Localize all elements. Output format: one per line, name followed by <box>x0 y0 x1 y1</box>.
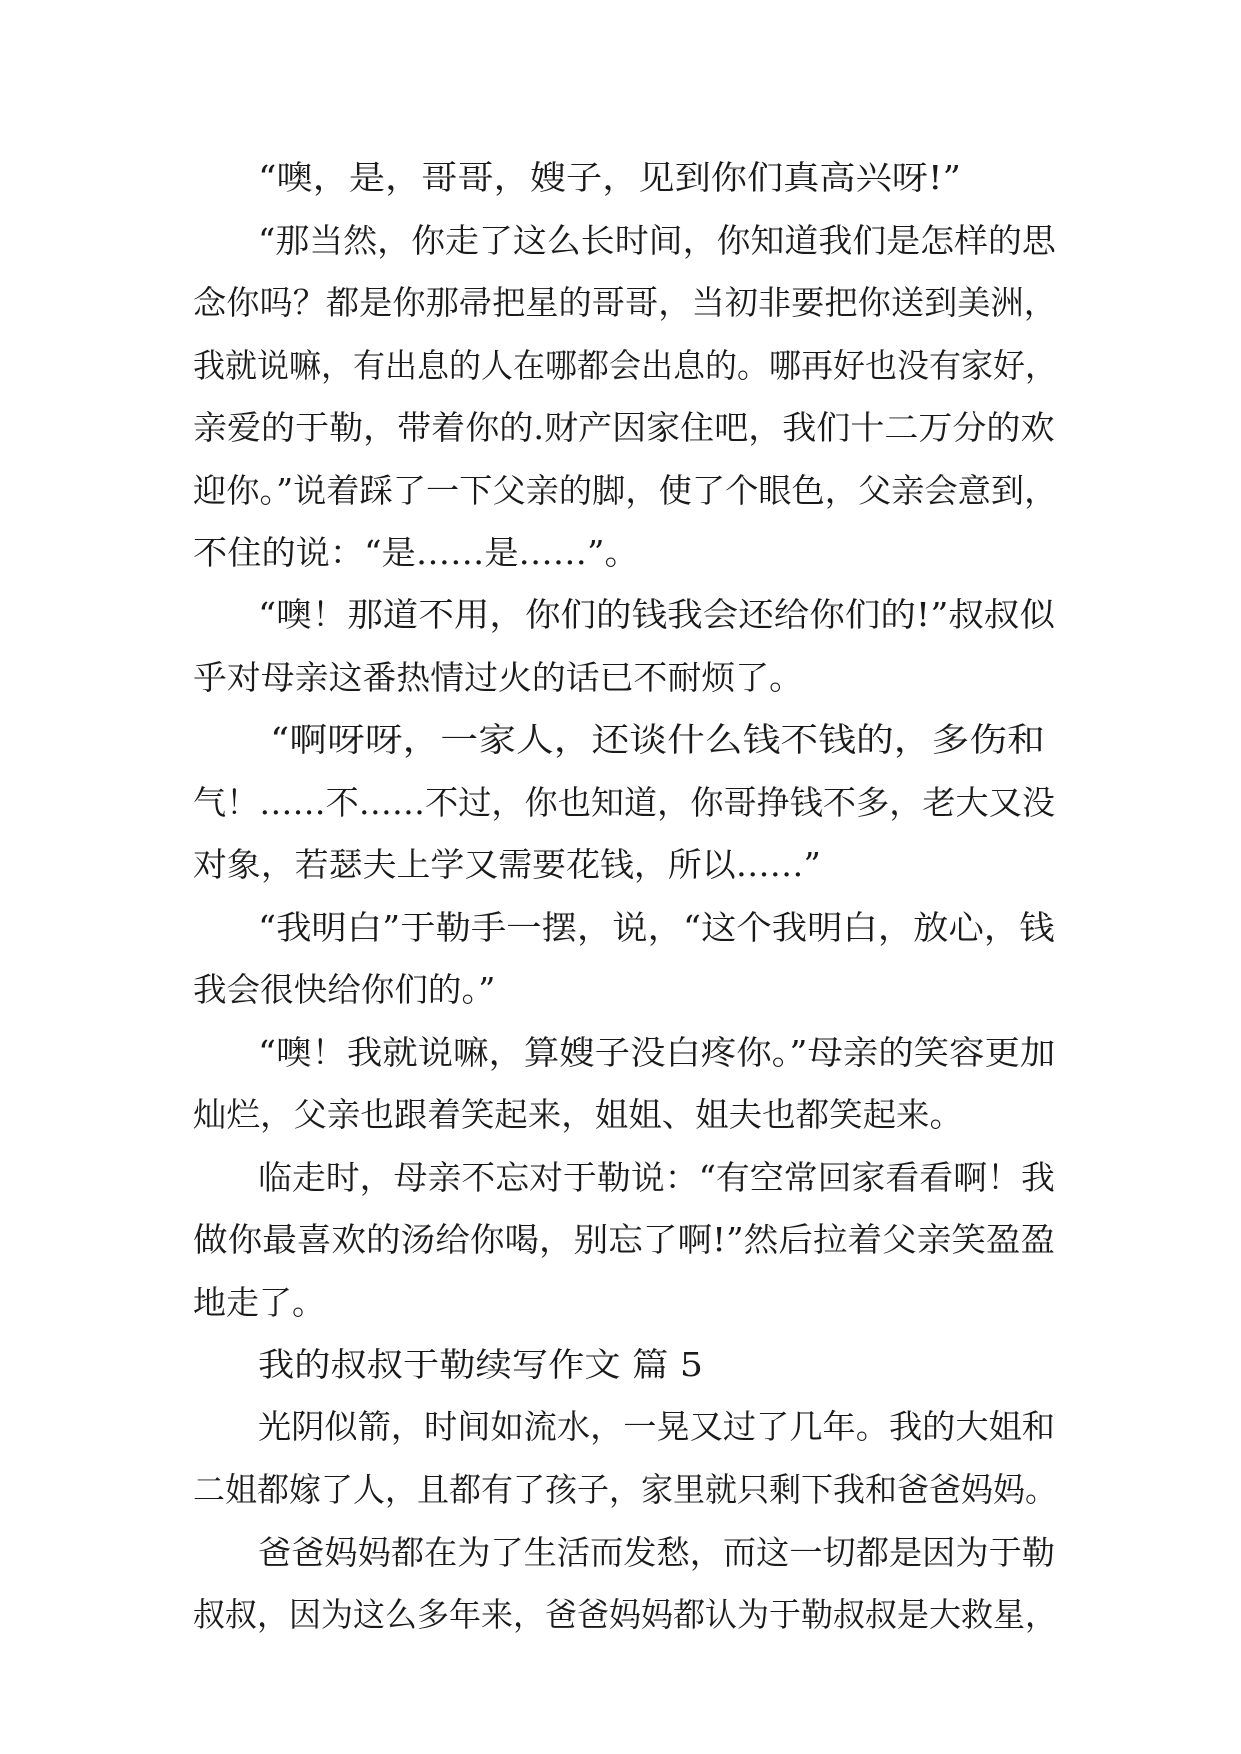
text-line-1: “噢，是，哥哥，嫂子，见到你们真高兴呀!” <box>258 158 962 197</box>
text-line-22: 二姐都嫁了人，且都有了孩子，家里就只剩下我和爸爸妈妈。 <box>193 1470 1057 1509</box>
text-line-6: 迎你。”说着踩了一下父亲的脚，使了个眼色，父亲会意到， <box>193 471 1058 510</box>
text-line-24: 叔叔，因为这么多年来，爸爸妈妈都认为于勒叔叔是大救星， <box>193 1595 1057 1634</box>
text-line-9: 乎对母亲这番热情过火的话已不耐烦了。 <box>193 658 803 697</box>
text-line-7: 不住的说：“是……是……”。 <box>193 533 639 572</box>
text-line-3: 念你吗？都是你那帚把星的哥哥，当初非要把你送到美洲， <box>193 283 1057 322</box>
text-line-12: 对象，若瑟夫上学又需要花钱，所以……” <box>193 845 821 884</box>
text-line-18: 做你最喜欢的汤给你喝，别忘了啊!”然后拉着父亲笑盈盈 <box>193 1220 1056 1259</box>
text-line-16: 灿烂，父亲也跟着笑起来，姐姐、姐夫也都笑起来。 <box>193 1095 963 1134</box>
section-heading: 我的叔叔于勒续写作文 篇 5 <box>258 1345 703 1384</box>
text-line-5: 亲爱的于勒，带着你的.财产因家住吧，我们十二万分的欢 <box>193 408 1055 447</box>
text-line-13: “我明白”于勒手一摆，说，“这个我明白，放心，钱 <box>258 908 1055 947</box>
text-line-14: 我会很快给你们的。” <box>193 970 496 1009</box>
text-line-8: “噢！那道不用，你们的钱我会还给你们的!”叔叔似 <box>258 595 1056 634</box>
text-line-2: “那当然，你走了这么长时间，你知道我们是怎样的思 <box>258 221 1056 260</box>
text-line-11: 气！……不……不过，你也知道，你哥挣钱不多，老大又没 <box>193 783 1055 822</box>
text-line-4: 我就说嘛，有出息的人在哪都会出息的。哪再好也没有家好， <box>193 346 1057 385</box>
text-line-10: “啊呀呀，一家人，还谈什么钱不钱的，多伤和 <box>270 720 1045 759</box>
text-line-21: 光阴似箭，时间如流水，一晃又过了几年。我的大姐和 <box>258 1407 1055 1446</box>
text-line-19: 地走了。 <box>193 1283 325 1322</box>
text-line-17: 临走时，母亲不忘对于勒说：“有空常回家看看啊！我 <box>258 1158 1055 1197</box>
text-line-23: 爸爸妈妈都在为了生活而发愁，而这一切都是因为于勒 <box>258 1533 1055 1572</box>
text-line-15: “噢！我就说嘛，算嫂子没白疼你。”母亲的笑容更加 <box>258 1033 1056 1072</box>
